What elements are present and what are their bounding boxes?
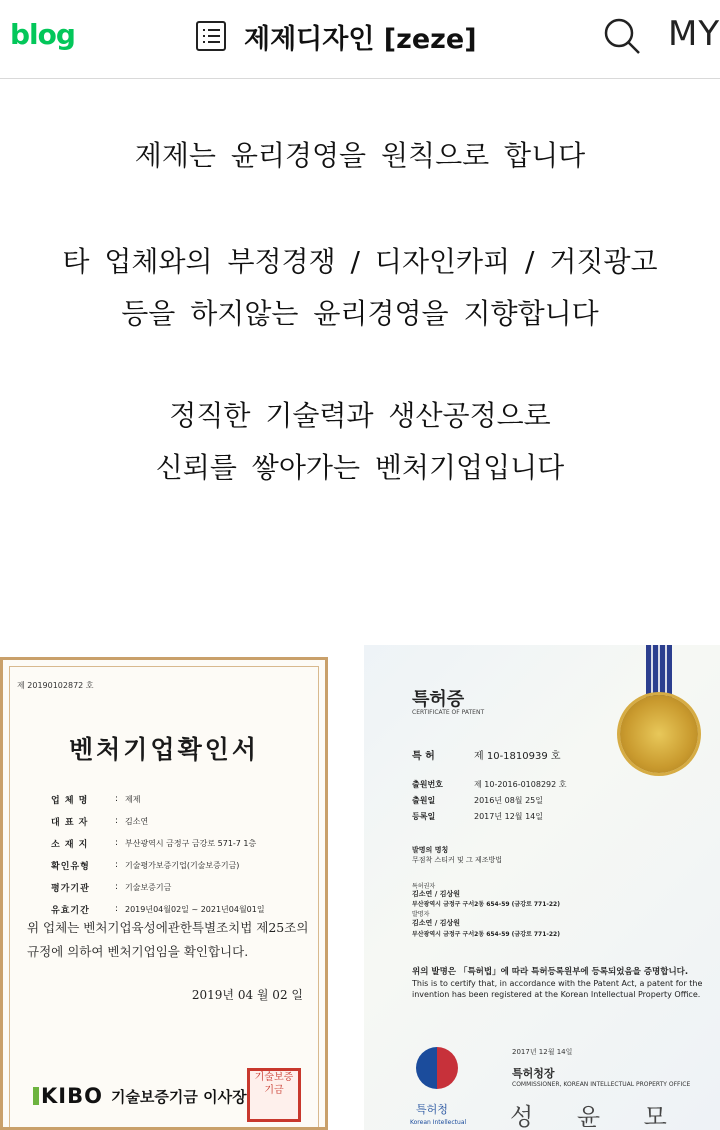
patent-field: 발명자 xyxy=(412,911,430,918)
my-menu-link[interactable]: MY xyxy=(668,14,720,54)
intro-line: 제제는 윤리경영을 원칙으로 합니다 xyxy=(134,139,586,172)
signature: 성 윤 모 xyxy=(510,1103,685,1130)
patent-field: 특허권자 xyxy=(412,883,436,890)
intro-line: 신뢰를 쌓아가는 벤처기업입니다 xyxy=(155,451,565,484)
top-bar xyxy=(0,0,720,79)
commissioner-title: 특허청장 xyxy=(512,1067,555,1080)
kipo-emblem-icon xyxy=(416,1047,458,1089)
list-icon[interactable] xyxy=(196,21,226,51)
field-value: 기술보증기금 xyxy=(125,882,172,892)
field-value: 기술평가보증기업(기술보증기금) xyxy=(125,860,240,870)
field-key: 평가기관 xyxy=(51,883,90,894)
patent-field: 등록일 2017년 12월 14일 xyxy=(412,812,543,821)
kibo-logo-mark xyxy=(33,1087,39,1105)
venture-certificate-image[interactable] xyxy=(0,657,328,1130)
red-seal-stamp: 기술보증기금 xyxy=(247,1068,301,1122)
patent-field: 김소연 / 김상원 xyxy=(412,890,461,898)
field-key: 확인유형 xyxy=(51,861,90,872)
intro-paragraph-2 xyxy=(0,236,720,340)
intro-line: 등을 하지않는 윤리경영을 지향합니다 xyxy=(121,297,599,330)
patent-field: 부산광역시 금정구 구서2동 654-59 (금강로 771-22) xyxy=(412,931,560,938)
certificate-title: 벤처기업확인서 xyxy=(68,735,260,764)
office-name-en: Korean Intellectual xyxy=(410,1119,467,1126)
patent-subtitle: CERTIFICATE OF PATENT xyxy=(412,709,485,716)
field-value: 부산광역시 금정구 금강로 571-7 1층 xyxy=(125,838,257,848)
patent-field: 부산광역시 금정구 구서2동 654-59 (금강로 771-22) xyxy=(412,901,560,908)
certificate-field: 평가기관 : 기술보증기금 xyxy=(51,882,172,894)
certificate-fields xyxy=(51,788,265,920)
certificate-issuer xyxy=(33,1084,247,1108)
field-value: 제제 xyxy=(125,794,141,804)
intro-line: 정직한 기술력과 생산공정으로 xyxy=(169,399,551,432)
certificate-statement: 위 업체는 벤처기업육성에관한특별조치법 제25조의 규정에 의하여 벤처기업임을 확인합니다. xyxy=(27,920,309,959)
certificate-field: 확인유형 : 기술평가보증기업(기술보증기금) xyxy=(51,860,240,872)
field-key: 대 표 자 xyxy=(51,817,89,828)
blog-title-area[interactable] xyxy=(196,16,477,56)
blog-logo[interactable]: blog xyxy=(10,18,75,51)
certificate-field: 업 체 명 : 제제 xyxy=(51,794,141,806)
gold-seal-icon xyxy=(620,695,698,773)
patent-field: 발명의 명칭 xyxy=(412,846,449,854)
patent-certificate-image[interactable] xyxy=(364,645,720,1130)
field-value: 김소연 xyxy=(125,816,149,826)
patent-field: 김소연 / 김상원 xyxy=(412,919,461,927)
patent-field: 무점착 스티커 및 그 제조방법 xyxy=(412,856,503,864)
patent-field: 출원일 2016년 08월 25일 xyxy=(412,796,543,805)
search-icon[interactable] xyxy=(602,16,642,56)
certificate-field: 대 표 자 : 김소연 xyxy=(51,816,149,828)
kibo-logo: KIBO xyxy=(41,1084,103,1108)
certificate-date: 2019년 04 월 02 일 xyxy=(191,988,303,1002)
patent-statement: 위의 발명은 「특허법」에 따라 특허등록원부에 등록되었음을 증명합니다. This is to certify that, in accordance with the Patent Act, a patent for the invention has been registered at the Korean Intellectual Property Office. xyxy=(412,967,703,999)
field-value: 2019년04월02일 ~ 2021년04월01일 xyxy=(125,904,265,914)
intro-paragraph-1 xyxy=(0,130,720,182)
patent-issue-date: 2017년 12월 14일 xyxy=(512,1048,573,1056)
field-key: 소 재 지 xyxy=(51,839,89,850)
field-key: 유효기간 xyxy=(51,905,90,916)
patent-title: 특허증 xyxy=(412,689,465,710)
patent-field: 출원번호 제 10-2016-0108292 호 xyxy=(412,780,567,789)
intro-line: 타 업체와의 부정경쟁 / 디자인카피 / 거짓광고 xyxy=(62,245,658,278)
office-name: 특허청 xyxy=(416,1103,448,1116)
certificate-field: 유효기간 : 2019년04월02일 ~ 2021년04월01일 xyxy=(51,904,265,916)
issuer-name: 기술보증기금 이사장 xyxy=(110,1087,247,1106)
field-key: 업 체 명 xyxy=(51,795,89,806)
certificate-number: 제 20190102872 호 xyxy=(17,681,94,690)
patent-field: 특 허 제 10-1810939 호 xyxy=(412,751,561,762)
blog-title[interactable]: 제제디자인 [zeze] xyxy=(244,23,477,55)
certificate-field: 소 재 지 : 부산광역시 금정구 금강로 571-7 1층 xyxy=(51,838,257,850)
commissioner-title-en: COMMISSIONER, KOREAN INTELLECTUAL PROPERTY OFFICE xyxy=(512,1081,691,1088)
intro-paragraph-3 xyxy=(0,390,720,494)
